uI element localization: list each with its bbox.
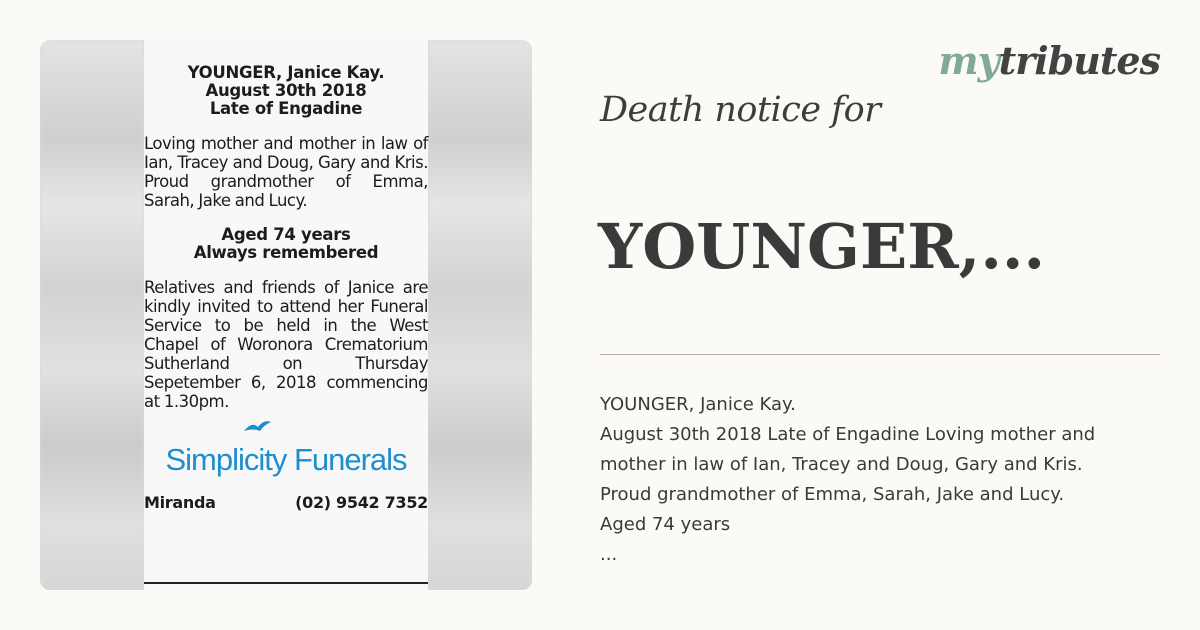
- notice-late-of: Late of Engadine: [209, 99, 363, 118]
- deceased-name: YOUNGER,...: [598, 210, 1046, 283]
- notice-family: Loving mother and mother in law of Ian, Tracey and Doug, Gary and Kris. Proud grandmother of Emma, Sarah, Jake and Lucy.: [144, 134, 428, 210]
- notice-blur-right: [428, 40, 532, 590]
- excerpt-line: August 30th 2018 Late of Engadine Loving mother and: [600, 424, 1096, 445]
- notice-age: Aged 74 years: [221, 225, 351, 244]
- excerpt-line: YOUNGER, Janice Kay.: [600, 394, 796, 415]
- notice-footer: [144, 493, 428, 512]
- mytributes-logo[interactable]: [938, 38, 1160, 83]
- footer-phone: (02) 9542 7352: [295, 493, 428, 512]
- notice-service: Relatives and friends of Janice are kindly invited to attend her Funeral Service to be held in the West Chapel of Woronora Crematorium Sutherland on Thursday Sepetember 6, 2018 commencing at 1.30pm.: [144, 278, 428, 411]
- funeral-logo: [144, 429, 428, 491]
- excerpt-line: Aged 74 years: [600, 514, 731, 535]
- notice-title: YOUNGER, Janice Kay.: [187, 63, 385, 82]
- notice-age-block: [144, 226, 428, 262]
- notice-image: [40, 40, 532, 590]
- brand-my: my: [938, 38, 999, 83]
- notice-date: August 30th 2018: [205, 81, 367, 100]
- bird-icon: [242, 419, 272, 435]
- funeral-logo-text: Simplicity Funerals: [165, 442, 407, 477]
- excerpt-line: mother in law of Ian, Tracey and Doug, Gary and Kris.: [600, 454, 1083, 475]
- notice-excerpt: [600, 390, 1160, 570]
- newspaper-clipping: [144, 40, 428, 590]
- notice-remembered: Always remembered: [193, 243, 379, 262]
- page-heading: Death notice for: [600, 90, 881, 130]
- notice-blur-left: [40, 40, 144, 590]
- excerpt-ellipsis: ...: [600, 544, 618, 565]
- excerpt-line: Proud grandmother of Emma, Sarah, Jake and Lucy.: [600, 484, 1065, 505]
- brand-tributes: tributes: [998, 38, 1160, 83]
- notice-header: [144, 64, 428, 118]
- divider: [600, 354, 1160, 355]
- footer-location: Miranda: [144, 493, 216, 512]
- clipping-rule: [144, 582, 428, 584]
